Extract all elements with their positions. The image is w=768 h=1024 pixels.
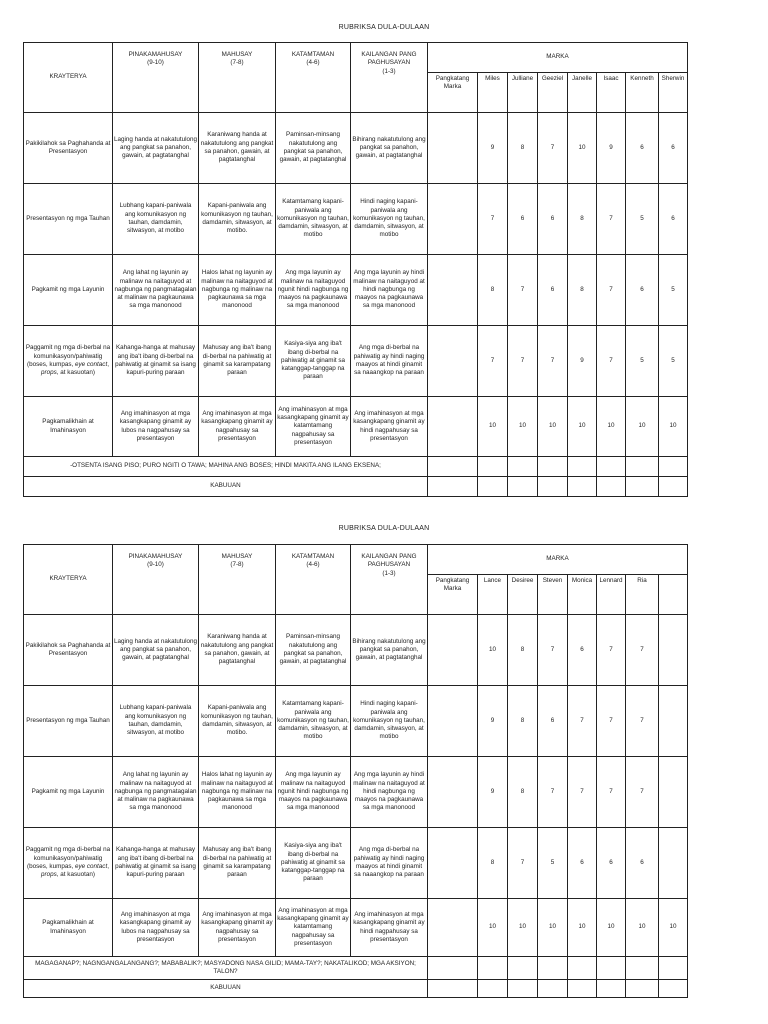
- level-description: Mahusay ang iba't ibang di-berbal na pahiwatig at ginamit sa karampatang paraan: [199, 828, 276, 899]
- student-name: Steven: [538, 575, 568, 615]
- total-cell: [568, 980, 597, 998]
- score-cell: 6: [568, 615, 597, 686]
- header-pangkatang-marka: Pangkatang Marka: [428, 73, 478, 113]
- score-cell: 9: [478, 686, 508, 757]
- level-description: Lubhang kapani-paniwala ang komunikasyon ng tauhan, damdamin, sitwasyon, at motibo: [113, 184, 199, 255]
- group-score-cell: [428, 686, 478, 757]
- title-2: RUBRIKSA DULA-DULAAN: [338, 525, 430, 532]
- score-cell: 7: [478, 184, 508, 255]
- header-level-label: MAHUSAY: [221, 51, 253, 58]
- score-cell: 10: [508, 899, 538, 957]
- header-level-range: (1-3): [382, 569, 396, 577]
- score-cell: [659, 686, 688, 757]
- level-description: Ang lahat ng layunin ay malinaw na naitaguyod at nagbunga ng pangmatagalan at malinaw na pagkaunawa sa mga manonood: [113, 255, 199, 326]
- score-cell: 10: [597, 899, 626, 957]
- criterion: [24, 828, 113, 899]
- total-cell: [508, 477, 538, 497]
- header-level-range: (9-10): [147, 561, 164, 569]
- table-row: [24, 255, 688, 326]
- score-cell: 8: [508, 113, 538, 184]
- score-cell: 6: [538, 686, 568, 757]
- score-cell: 10: [478, 899, 508, 957]
- header-level: [113, 43, 199, 113]
- header-criteria: KRAYTERYA: [24, 43, 113, 113]
- student-name: Monica: [568, 575, 597, 615]
- score-cell: [659, 828, 688, 899]
- criterion: Presentasyon ng mga Tauhan: [24, 686, 113, 757]
- level-description: Ang mga layunin ay hindi malinaw na naitaguyod at hindi nagbunga ng maayos na pagkaunawa sa mga manonood: [351, 757, 428, 828]
- header-level: [276, 43, 351, 113]
- criterion: Pakikilahok sa Paghahanda at Presentasyon: [24, 113, 113, 184]
- rubric-table-1: [23, 42, 688, 497]
- score-cell: 5: [538, 828, 568, 899]
- header-level: [351, 545, 428, 615]
- student-name: Lance: [478, 575, 508, 615]
- total-cell: [626, 980, 659, 998]
- empty-cell: [626, 457, 659, 477]
- score-cell: 7: [597, 615, 626, 686]
- score-cell: 7: [508, 326, 538, 397]
- empty-cell: [597, 457, 626, 477]
- level-description: Ang mga layunin ay hindi malinaw na naitaguyod at hindi nagbunga ng maayos na pagkaunawa sa mga manonood: [351, 255, 428, 326]
- student-name: Sherwin: [659, 73, 688, 113]
- table-row: [24, 899, 688, 957]
- criterion: Pagkamalikhain at Imahinasyon: [24, 397, 113, 457]
- header-marka: MARKA: [428, 43, 688, 73]
- empty-cell: [568, 957, 597, 980]
- score-cell: 10: [478, 615, 508, 686]
- level-description: Kasiya-siya ang iba't ibang di-berbal na pahiwatig at ginamit sa katanggap-tanggap na paraan: [276, 828, 351, 899]
- score-cell: 7: [597, 184, 626, 255]
- score-cell: 6: [626, 255, 659, 326]
- score-cell: 10: [626, 397, 659, 457]
- empty-cell: [428, 457, 478, 477]
- score-cell: 7: [626, 686, 659, 757]
- level-description: Kasiya-siya ang iba't ibang di-berbal na pahiwatig at ginamit sa katanggap-tanggap na paraan: [276, 326, 351, 397]
- score-cell: 8: [478, 255, 508, 326]
- score-cell: 8: [508, 686, 538, 757]
- total-cell: [659, 477, 688, 497]
- total-cell: [659, 980, 688, 998]
- empty-cell: [508, 457, 538, 477]
- score-cell: 6: [626, 828, 659, 899]
- level-description: Paminsan-minsang nakatutulong ang pangkat sa panahon, gawain, at pagtatanghal: [276, 113, 351, 184]
- level-description: Ang lahat ng layunin ay malinaw na naitaguyod at nagbunga ng pangmatagalan at malinaw na pagkaunawa sa mga manonood: [113, 757, 199, 828]
- score-cell: 9: [478, 757, 508, 828]
- level-description: Katamtamang kapani-paniwala ang komunikasyon ng tauhan, damdamin, sitwasyon, at motibo: [276, 686, 351, 757]
- level-description: Ang imahinasyon at mga kasangkapang ginamit ay hindi nagpahusay sa presentasyon: [351, 899, 428, 957]
- level-description: Hindi naging kapani-paniwala ang komunikasyon ng tauhan, damdamin, sitwasyon, at motibo: [351, 686, 428, 757]
- level-description: Ang mga di-berbal na pahiwatig ay hindi naging maayos at hindi ginamit sa naaangkop na paraan: [351, 828, 428, 899]
- header-level-range: (7-8): [230, 59, 244, 67]
- criterion-part: ,: [107, 863, 109, 870]
- level-description: Katamtamang kapani-paniwala ang komunikasyon ng tauhan, damdamin, sitwasyon, at motibo: [276, 184, 351, 255]
- table-row: [24, 184, 688, 255]
- score-cell: 10: [568, 397, 597, 457]
- header-criteria: KRAYTERYA: [24, 545, 113, 615]
- score-cell: 10: [659, 397, 688, 457]
- student-name: Julliane: [508, 73, 538, 113]
- score-cell: 10: [568, 899, 597, 957]
- total-cell: [478, 477, 508, 497]
- student-name: Desiree: [508, 575, 538, 615]
- table-row: [24, 326, 688, 397]
- score-cell: 7: [538, 326, 568, 397]
- score-cell: 6: [538, 255, 568, 326]
- score-cell: 10: [508, 397, 538, 457]
- criterion-part: Paggamit ng mga di-berbal na komunikasyon/pahiwatig (boses, kumpas,: [25, 846, 111, 870]
- score-cell: 8: [508, 615, 538, 686]
- score-cell: 7: [568, 757, 597, 828]
- empty-cell: [428, 957, 478, 980]
- level-description: Ang imahinasyon at mga kasangkapang ginamit ay lubos na nagpahusay sa presentasyon: [113, 397, 199, 457]
- level-description: Kahanga-hanga at mahusay ang iba't ibang di-berbal na pahiwatig at ginamit sa isang kapuri-puring paraan: [113, 828, 199, 899]
- header-pangkatang-marka: Pangkatang Marka: [428, 575, 478, 615]
- level-description: Halos lahat ng layunin ay malinaw na naitaguyod at nagbunga ng malinaw na pagkaunawa sa mga manonood: [199, 757, 276, 828]
- score-cell: 7: [626, 615, 659, 686]
- group-score-cell: [428, 113, 478, 184]
- level-description: Ang mga layunin ay malinaw na naitaguyod ngunit hindi nagbunga ng maayos na pagkaunawa sa mga manonood: [276, 757, 351, 828]
- empty-cell: [478, 957, 508, 980]
- level-description: Kapani-paniwala ang komunikasyon ng tauhan, damdamin, sitwasyon, at motibo.: [199, 686, 276, 757]
- total-cell: [478, 980, 508, 998]
- rubric-table-2: [23, 544, 688, 998]
- criterion-part: eye contact: [74, 863, 108, 870]
- header-level: [276, 545, 351, 615]
- table-row: [24, 757, 688, 828]
- level-description: Laging handa at nakatutulong ang pangkat sa panahon, gawain, at pagtatanghal: [113, 113, 199, 184]
- level-description: Ang mga di-berbal na pahiwatig ay hindi naging maayos at hindi ginamit sa naaangkop na paraan: [351, 326, 428, 397]
- score-cell: 6: [659, 113, 688, 184]
- score-cell: 10: [597, 397, 626, 457]
- score-cell: 7: [538, 615, 568, 686]
- header-marka: MARKA: [428, 545, 688, 575]
- level-description: Kahanga-hanga at mahusay ang iba't ibang di-berbal na pahiwatig at ginamit sa isang kapuri-puring paraan: [113, 326, 199, 397]
- score-cell: 7: [597, 255, 626, 326]
- header-level-label: PINAKAMAHUSAY: [128, 553, 183, 560]
- group-score-cell: [428, 899, 478, 957]
- criterion-part: Paggamit ng mga di-berbal na komunikasyon/pahiwatig (boses, kumpas,: [25, 344, 111, 368]
- score-cell: 10: [538, 899, 568, 957]
- student-name: Ria: [626, 575, 659, 615]
- level-description: Karaniwang handa at nakatutulong ang pangkat sa panahon, gawain, at pagtatanghal: [199, 113, 276, 184]
- level-description: Ang imahinasyon at mga kasangkapang ginamit ay hindi nagpahusay sa presentasyon: [351, 397, 428, 457]
- level-description: Lubhang kapani-paniwala ang komunikasyon ng tauhan, damdamin, sitwasyon, at motibo: [113, 686, 199, 757]
- header-level-label: KATAMTAMAN: [291, 553, 335, 560]
- score-cell: 10: [478, 397, 508, 457]
- criterion: Pagkamalikhain at Imahinasyon: [24, 899, 113, 957]
- header-level: [351, 43, 428, 113]
- score-cell: 9: [478, 113, 508, 184]
- score-cell: 5: [626, 326, 659, 397]
- criterion-part: props: [41, 871, 57, 879]
- level-description: Ang imahinasyon at mga kasangkapang ginamit ay nagpahusay sa presentasyon: [199, 899, 276, 957]
- score-cell: 7: [508, 255, 538, 326]
- level-description: Kapani-paniwala ang komunikasyon ng tauhan, damdamin, sitwasyon, at motibo.: [199, 184, 276, 255]
- level-description: Halos lahat ng layunin ay malinaw na naitaguyod at nagbunga ng malinaw na pagkaunawa sa mga manonood: [199, 255, 276, 326]
- total-label: KABUUAN: [24, 980, 428, 998]
- criterion-part: props: [41, 369, 57, 377]
- score-cell: 10: [626, 899, 659, 957]
- table-row: [24, 686, 688, 757]
- empty-cell: [659, 957, 688, 980]
- student-name: Kenneth: [626, 73, 659, 113]
- score-cell: 6: [538, 184, 568, 255]
- criterion-part: ,: [107, 361, 109, 368]
- header-level-label: KAILANGAN PANG PAGHUSAYAN: [361, 553, 417, 569]
- total-cell: [568, 477, 597, 497]
- level-description: Laging handa at nakatutulong ang pangkat sa panahon, gawain, at pagtatanghal: [113, 615, 199, 686]
- group-score-cell: [428, 255, 478, 326]
- score-cell: 7: [568, 686, 597, 757]
- header-level: [199, 545, 276, 615]
- score-cell: 10: [659, 899, 688, 957]
- student-name: [659, 575, 688, 615]
- student-name: Miles: [478, 73, 508, 113]
- total-cell: [597, 980, 626, 998]
- criterion: [24, 326, 113, 397]
- empty-cell: [597, 957, 626, 980]
- score-cell: 8: [568, 184, 597, 255]
- student-name: Janelle: [568, 73, 597, 113]
- score-cell: [659, 615, 688, 686]
- empty-cell: [568, 457, 597, 477]
- remarks-note: -OTSENTA ISANG PISO; PURO NGITI O TAWA; MAHINA ANG BOSES; HINDI MAKITA ANG ILANG EKSENA;: [24, 457, 428, 477]
- level-description: Paminsan-minsang nakatutulong ang pangkat sa panahon, gawain, at pagtatanghal: [276, 615, 351, 686]
- group-score-cell: [428, 615, 478, 686]
- level-description: Bihirang nakatutulong ang pangkat sa panahon, gawain, at pagtatanghal: [351, 615, 428, 686]
- score-cell: 5: [659, 326, 688, 397]
- level-description: Hindi naging kapani-paniwala ang komunikasyon ng tauhan, damdamin, sitwasyon, at motibo: [351, 184, 428, 255]
- header-level: [199, 43, 276, 113]
- score-cell: 7: [597, 686, 626, 757]
- score-cell: 8: [478, 828, 508, 899]
- score-cell: 10: [538, 397, 568, 457]
- header-level-range: (9-10): [147, 59, 164, 67]
- empty-cell: [538, 957, 568, 980]
- student-name: Lennard: [597, 575, 626, 615]
- criterion: Presentasyon ng mga Tauhan: [24, 184, 113, 255]
- total-cell: [508, 980, 538, 998]
- group-score-cell: [428, 828, 478, 899]
- criterion-part: , at kasuotan): [56, 369, 95, 377]
- remarks-note: MAGAGANAP?; NAGNGANGALANGANG?; MABABALIK?; MASYADONG NASA GILID; MAMA-TAY?; NAKATALIKOD; MGA AKSIYON; TALON?: [24, 957, 428, 980]
- criterion-part: eye contact: [74, 361, 108, 368]
- header-level-label: KATAMTAMAN: [291, 51, 335, 58]
- header-level-range: (1-3): [382, 67, 396, 75]
- table-row: [24, 615, 688, 686]
- criterion: Pagkamit ng mga Layunin: [24, 757, 113, 828]
- score-cell: 6: [568, 828, 597, 899]
- criterion-part: , at kasuotan): [56, 871, 95, 879]
- total-label: KABUUAN: [24, 477, 428, 497]
- score-cell: 5: [626, 184, 659, 255]
- header-level: [113, 545, 199, 615]
- empty-cell: [626, 957, 659, 980]
- group-score-cell: [428, 326, 478, 397]
- title-1: RUBRIKSA DULA-DULAAN: [338, 24, 430, 31]
- table-row: [24, 397, 688, 457]
- score-cell: 8: [568, 255, 597, 326]
- total-cell: [428, 980, 478, 998]
- header-level-label: KAILANGAN PANG PAGHUSAYAN: [361, 51, 417, 67]
- header-level-range: (7-8): [230, 561, 244, 569]
- table-row: [24, 113, 688, 184]
- empty-cell: [508, 957, 538, 980]
- total-cell: [538, 477, 568, 497]
- level-description: Ang imahinasyon at mga kasangkapang ginamit ay katamtamang nagpahusay sa presentasyon: [276, 397, 351, 457]
- level-description: Karaniwang handa at nakatutulong ang pangkat sa panahon, gawain, at pagtatanghal: [199, 615, 276, 686]
- score-cell: [659, 757, 688, 828]
- score-cell: 6: [659, 184, 688, 255]
- score-cell: 10: [568, 113, 597, 184]
- score-cell: 9: [568, 326, 597, 397]
- level-description: Ang imahinasyon at mga kasangkapang ginamit ay nagpahusay sa presentasyon: [199, 397, 276, 457]
- score-cell: 7: [597, 326, 626, 397]
- level-description: Ang imahinasyon at mga kasangkapang ginamit ay katamtamang nagpahusay sa presentasyon: [276, 899, 351, 957]
- total-cell: [538, 980, 568, 998]
- header-level-label: PINAKAMAHUSAY: [128, 51, 183, 58]
- level-description: Bihirang nakatutulong ang pangkat sa panahon, gawain, at pagtatanghal: [351, 113, 428, 184]
- score-cell: 7: [478, 326, 508, 397]
- empty-cell: [659, 457, 688, 477]
- score-cell: 9: [597, 113, 626, 184]
- criterion: Pakikilahok sa Paghahanda at Presentasyon: [24, 615, 113, 686]
- level-description: Ang mga layunin ay malinaw na naitaguyod ngunit hindi nagbunga ng maayos na pagkaunawa sa mga manonood: [276, 255, 351, 326]
- score-cell: 6: [508, 184, 538, 255]
- table-row: [24, 828, 688, 899]
- total-cell: [626, 477, 659, 497]
- score-cell: 6: [626, 113, 659, 184]
- score-cell: 7: [538, 113, 568, 184]
- empty-cell: [538, 457, 568, 477]
- score-cell: 6: [597, 828, 626, 899]
- score-cell: 7: [538, 757, 568, 828]
- criterion: Pagkamit ng mga Layunin: [24, 255, 113, 326]
- student-name: Isaac: [597, 73, 626, 113]
- group-score-cell: [428, 397, 478, 457]
- header-level-label: MAHUSAY: [221, 553, 253, 560]
- total-cell: [597, 477, 626, 497]
- score-cell: 5: [659, 255, 688, 326]
- total-cell: [428, 477, 478, 497]
- level-description: Mahusay ang iba't ibang di-berbal na pahiwatig at ginamit sa karampatang paraan: [199, 326, 276, 397]
- header-level-range: (4-6): [306, 561, 320, 569]
- score-cell: 7: [597, 757, 626, 828]
- level-description: Ang imahinasyon at mga kasangkapang ginamit ay lubos na nagpahusay sa presentasyon: [113, 899, 199, 957]
- student-name: Geeziel: [538, 73, 568, 113]
- score-cell: 7: [508, 828, 538, 899]
- group-score-cell: [428, 757, 478, 828]
- empty-cell: [478, 457, 508, 477]
- score-cell: 8: [508, 757, 538, 828]
- header-level-range: (4-6): [306, 59, 320, 67]
- group-score-cell: [428, 184, 478, 255]
- score-cell: 7: [626, 757, 659, 828]
